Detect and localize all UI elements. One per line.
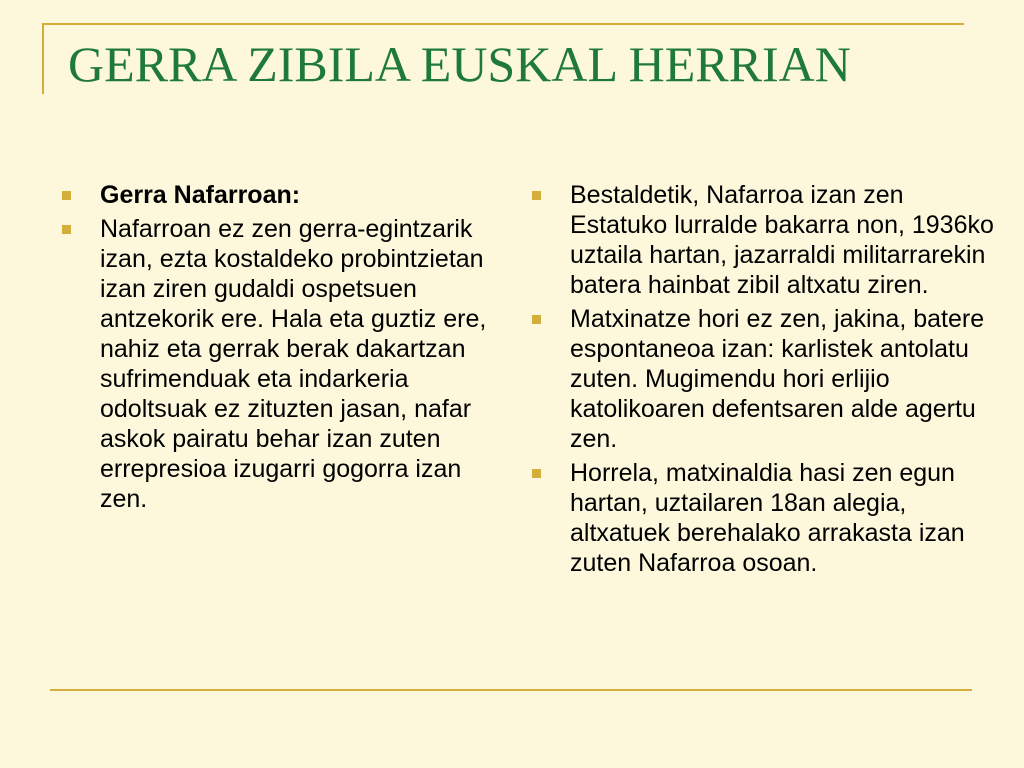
left-bullet-paragraph	[62, 214, 492, 514]
bottom-divider-line	[50, 689, 972, 691]
square-bullet-icon	[532, 315, 541, 324]
bullet-text: Matxinatze hori ez zen, jakina, batere espontaneoa izan: karlistek antolatu zuten. Mugimendu hori erlijio katolikoaren defentsaren alde agertu zen.	[570, 305, 985, 453]
bullet-text: Horrela, matxinaldia hasi zen egun hartan, uztailaren 18an alegia, altxatuek berehalako arrakasta izan zuten Nafarroa osoan.	[570, 459, 965, 577]
square-bullet-icon	[532, 191, 541, 200]
slide-title: GERRA ZIBILA EUSKAL HERRIAN	[68, 36, 851, 92]
right-bullet-3	[532, 458, 1002, 578]
left-bullet-heading	[62, 180, 492, 210]
square-bullet-icon	[62, 225, 71, 234]
left-column-list	[62, 180, 492, 518]
bullet-text: Gerra Nafarroan:	[100, 181, 301, 209]
right-column-list	[532, 180, 1002, 582]
top-divider-line	[42, 23, 964, 25]
square-bullet-icon	[532, 469, 541, 478]
left-divider-line	[42, 23, 44, 94]
square-bullet-icon	[62, 191, 71, 200]
right-bullet-1	[532, 180, 1002, 300]
right-bullet-2	[532, 304, 1002, 454]
bullet-text: Bestaldetik, Nafarroa izan zen Estatuko lurralde bakarra non, 1936ko uztaila hartan, jazarraldi militarrarekin batera hainbat zibil altxatu ziren.	[570, 181, 994, 299]
bullet-text: Nafarroan ez zen gerra-egintzarik izan, ezta kostaldeko probintzietan izan ziren gudaldi ospetsuen antzekorik ere. Hala eta guztiz ere, nahiz eta gerrak berak dakartzan sufrimenduak eta indarkeria odoltsuak ez zituzten jasan, nafar askok pairatu behar izan zuten errepresioa izugarri gogorra izan zen.	[100, 215, 487, 513]
